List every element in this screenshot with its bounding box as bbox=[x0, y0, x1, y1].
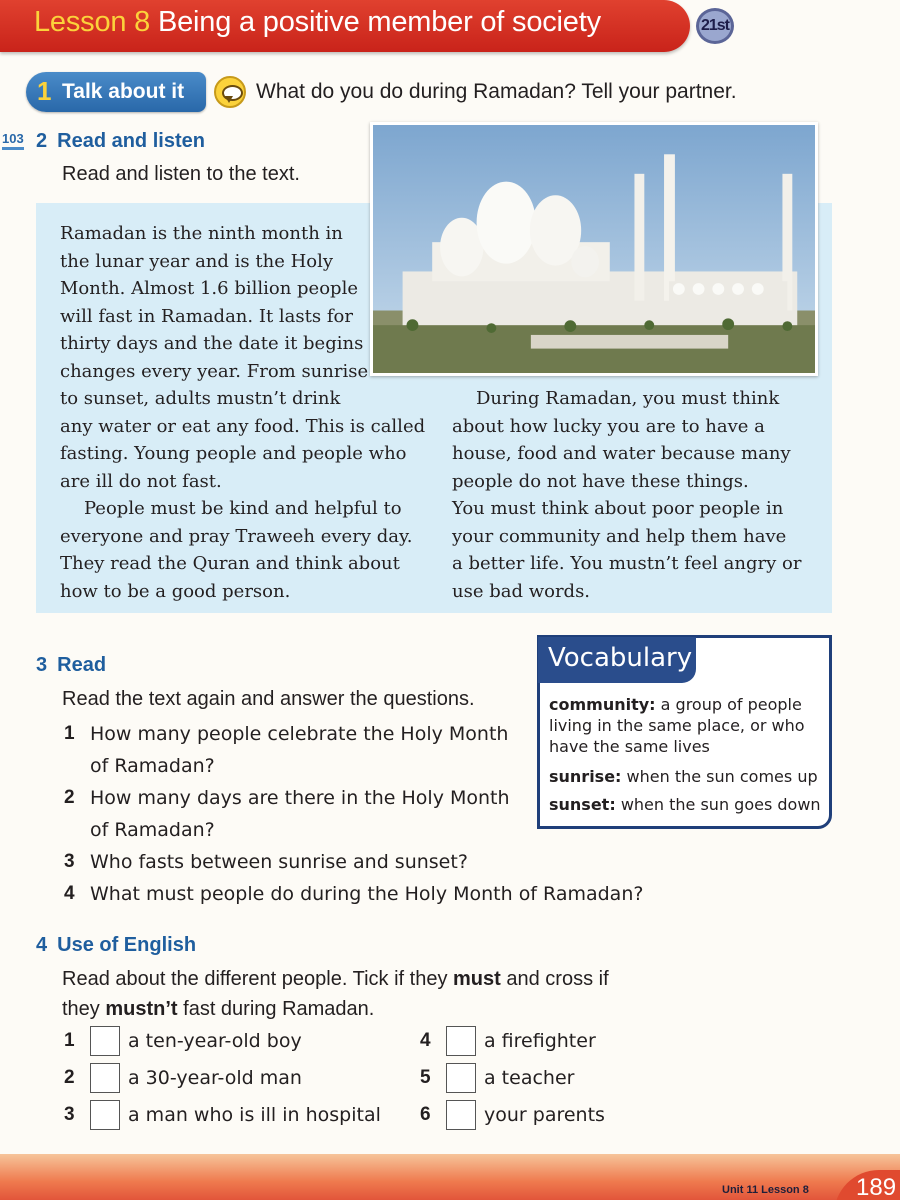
mosque-photo bbox=[370, 122, 818, 376]
talk-question: What do you do during Ramadan? Tell your partner. bbox=[256, 80, 737, 103]
footer-unit-label: Unit 11 Lesson 8 bbox=[722, 1184, 809, 1196]
text-line: to sunset, adults mustn’t drink bbox=[60, 388, 341, 409]
instruction-emphasis: must bbox=[453, 968, 501, 990]
question-text: Who fasts between sunrise and sunset? bbox=[90, 851, 468, 873]
item-number: 2 bbox=[64, 1067, 75, 1088]
read-and-listen-heading bbox=[36, 130, 205, 153]
tick-checkbox[interactable] bbox=[90, 1063, 120, 1093]
instruction-text: fast during Ramadan. bbox=[177, 998, 375, 1020]
question-text: of Ramadan? bbox=[90, 755, 215, 777]
tick-checkbox[interactable] bbox=[90, 1100, 120, 1130]
text-line: You must think about poor people in bbox=[452, 498, 784, 519]
item-number: 4 bbox=[420, 1030, 431, 1051]
text-line: They read the Quran and think about bbox=[60, 553, 400, 574]
page-number: 189 bbox=[834, 1170, 900, 1200]
use-of-english-instruction-line2 bbox=[62, 998, 374, 1021]
vocab-entry-sunrise bbox=[549, 766, 818, 787]
question-number: 2 bbox=[64, 787, 75, 808]
vocab-term: community: bbox=[549, 695, 656, 714]
text-line: how to be a good person. bbox=[60, 580, 291, 602]
item-label: a 30-year-old man bbox=[128, 1067, 302, 1089]
text-line: use bad words. bbox=[452, 580, 591, 602]
question-number: 1 bbox=[64, 723, 75, 744]
read-and-listen-instruction: Read and listen to the text. bbox=[62, 163, 300, 185]
read-instruction: Read the text again and answer the questions. bbox=[62, 688, 475, 710]
reading-right-column bbox=[452, 385, 801, 605]
text-line: Month. Almost 1.6 billion people bbox=[60, 278, 358, 299]
section-number: 2 bbox=[36, 130, 48, 152]
reading-left-top bbox=[60, 220, 368, 385]
question-item bbox=[64, 878, 643, 910]
text-line: will fast in Ramadan. It lasts for bbox=[60, 305, 353, 327]
vocab-definition: when the sun comes up bbox=[621, 767, 818, 786]
vocab-entry-sunset bbox=[549, 794, 821, 815]
instruction-emphasis: mustn’t bbox=[105, 998, 178, 1020]
audio-track-number[interactable]: 103 bbox=[2, 132, 24, 150]
lesson-header-bar bbox=[0, 0, 690, 52]
use-of-english-instruction-line1 bbox=[62, 968, 609, 991]
text-line: house, food and water because many bbox=[452, 443, 791, 464]
text-line: are ill do not fast. bbox=[60, 470, 222, 492]
lesson-title-text: Being a positive member of society bbox=[157, 6, 601, 38]
item-label: a teacher bbox=[484, 1067, 575, 1089]
section-title: Talk about it bbox=[62, 80, 185, 103]
text-line: thirty days and the date it begins bbox=[60, 333, 364, 354]
text-line: about how lucky you are to have a bbox=[452, 415, 765, 437]
section-title: Use of English bbox=[57, 934, 197, 956]
item-number: 6 bbox=[420, 1104, 431, 1125]
tick-checkbox[interactable] bbox=[90, 1026, 120, 1056]
talk-about-it-heading bbox=[26, 72, 206, 112]
section-number: 3 bbox=[36, 654, 48, 676]
tick-checkbox[interactable] bbox=[446, 1026, 476, 1056]
21st-century-skills-badge: 21st bbox=[696, 8, 734, 44]
item-number: 3 bbox=[64, 1104, 75, 1125]
text-line: people do not have these things. bbox=[452, 470, 749, 492]
question-number: 4 bbox=[64, 883, 75, 904]
vocab-definition: when the sun goes down bbox=[615, 795, 821, 814]
text-line: Ramadan is the ninth month in bbox=[60, 223, 343, 244]
question-text: How many days are there in the Holy Month bbox=[90, 787, 510, 809]
question-text: How many people celebrate the Holy Month bbox=[90, 723, 509, 745]
item-number: 1 bbox=[64, 1030, 75, 1051]
lesson-number: Lesson 8 bbox=[34, 6, 151, 38]
question-text: of Ramadan? bbox=[90, 819, 215, 841]
vocab-definition: a group of people bbox=[655, 695, 802, 714]
vocabulary-title: Vocabulary bbox=[538, 637, 696, 683]
item-label: a ten-year-old boy bbox=[128, 1030, 302, 1052]
section-number: 4 bbox=[36, 934, 48, 956]
reading-left-bottom bbox=[60, 385, 425, 605]
text-line: a better life. You mustn’t feel angry or bbox=[452, 553, 802, 574]
tick-checkbox[interactable] bbox=[446, 1063, 476, 1093]
lesson-title bbox=[34, 6, 601, 39]
vocab-entry-community bbox=[549, 694, 805, 757]
question-text: What must people do during the Holy Month of Ramadan? bbox=[90, 883, 644, 905]
speech-bubble-icon bbox=[214, 76, 246, 108]
text-line: everyone and pray Traweeh every day. bbox=[60, 525, 413, 547]
instruction-text: they bbox=[62, 998, 106, 1020]
text-line: your community and help them have bbox=[452, 525, 787, 547]
use-of-english-heading bbox=[36, 934, 196, 957]
question-item bbox=[64, 846, 643, 878]
item-label: a firefighter bbox=[484, 1030, 596, 1052]
vocab-term: sunrise: bbox=[549, 767, 622, 786]
tick-checkbox[interactable] bbox=[446, 1100, 476, 1130]
text-line: During Ramadan, you must think bbox=[476, 388, 780, 409]
instruction-text: Read about the different people. Tick if they bbox=[62, 968, 453, 990]
vocab-term: sunset: bbox=[549, 795, 616, 814]
item-label: a man who is ill in hospital bbox=[128, 1104, 381, 1126]
text-line: the lunar year and is the Holy bbox=[60, 250, 334, 272]
text-line: fasting. Young people and people who bbox=[60, 443, 407, 464]
section-title: Read bbox=[57, 654, 107, 676]
instruction-text: and cross if bbox=[500, 968, 609, 990]
item-number: 5 bbox=[420, 1067, 431, 1088]
text-line: any water or eat any food. This is called bbox=[60, 415, 426, 437]
text-line: changes every year. From sunrise bbox=[60, 360, 369, 382]
section-number: 1 bbox=[37, 76, 52, 106]
text-line: People must be kind and helpful to bbox=[84, 498, 402, 519]
read-heading bbox=[36, 654, 106, 677]
item-label: your parents bbox=[484, 1104, 605, 1126]
vocab-definition: living in the same place, or who bbox=[549, 716, 805, 735]
section-title: Read and listen bbox=[57, 130, 205, 152]
vocab-definition: have the same lives bbox=[549, 737, 710, 756]
question-number: 3 bbox=[64, 851, 75, 872]
